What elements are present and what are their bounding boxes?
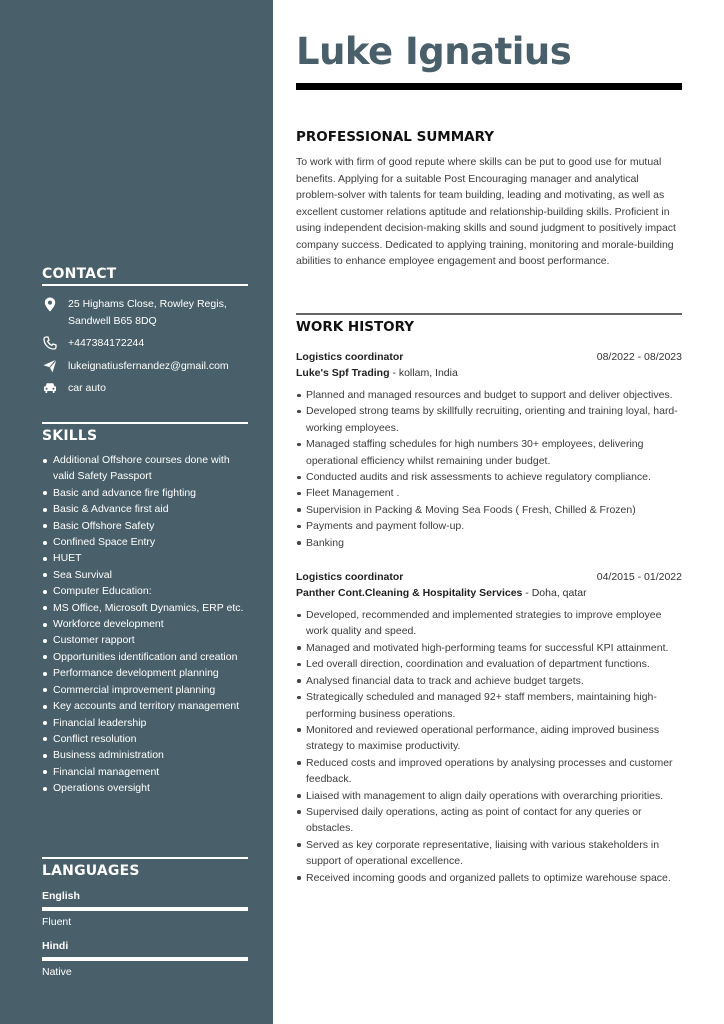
skill-item: Basic & Advance first aid <box>42 501 248 517</box>
contact-vehicle <box>42 380 248 397</box>
language-level: Native <box>42 966 72 978</box>
contact-list <box>42 296 248 397</box>
job-dates: 04/2015 - 01/2022 <box>596 571 682 584</box>
skill-item: Financial management <box>42 764 248 780</box>
languages-section <box>42 857 248 979</box>
job-bullet: Supervised daily operations, acting as point of contact for any queries or obstacles. <box>296 804 682 837</box>
skill-item: Conflict resolution <box>42 731 248 747</box>
language-name: Hindi <box>42 940 69 952</box>
job-location: - kollam, India <box>389 367 458 379</box>
skill-item: Sea Survival <box>42 567 248 583</box>
vehicle-text: car auto <box>68 382 106 394</box>
skills-section <box>42 422 248 797</box>
contact-phone <box>42 335 248 352</box>
skills-heading: SKILLS <box>42 422 248 444</box>
job-bullet: Developed, recommended and implemented strategies to improve employee work quality and speed. <box>296 607 682 640</box>
skill-item: Commercial improvement planning <box>42 682 248 698</box>
name-divider <box>296 83 682 90</box>
job-company: Panther Cont.Cleaning & Hospitality Services <box>296 587 523 600</box>
skill-item: Customer rapport <box>42 632 248 648</box>
contact-section <box>42 266 248 403</box>
send-icon <box>42 358 58 374</box>
language-hindi <box>42 939 248 979</box>
skill-item: Workforce development <box>42 616 248 632</box>
sidebar <box>0 0 273 1024</box>
location-pin-icon <box>42 296 58 312</box>
job-bullet: Conducted audits and risk assessments to achieve regulatory compliance. <box>296 469 682 485</box>
job-bullet: Received incoming goods and organized pallets to optimize warehouse space. <box>296 870 682 886</box>
skill-item: Basic Offshore Safety <box>42 518 248 534</box>
job-entry <box>296 349 682 551</box>
job-bullets <box>296 607 682 886</box>
work-heading: WORK HISTORY <box>296 319 415 335</box>
summary-section <box>296 129 682 270</box>
contact-address <box>42 296 248 329</box>
skill-item: Business administration <box>42 747 248 763</box>
phone-icon <box>42 335 58 351</box>
skill-item: Operations oversight <box>42 780 248 796</box>
skills-list <box>42 452 248 797</box>
language-level-bar <box>42 907 248 911</box>
job-bullet: Analysed financial data to track and achieve budget targets. <box>296 673 682 689</box>
job-title: Logistics coordinator <box>296 571 404 584</box>
job-bullet: Banking <box>296 535 682 551</box>
work-history-section <box>296 313 682 886</box>
job-bullet: Managed and motivated high-performing teams for successful KPI attainment. <box>296 640 682 656</box>
language-level-bar <box>42 957 248 961</box>
summary-heading: PROFESSIONAL SUMMARY <box>296 129 495 145</box>
job-bullet: Reduced costs and improved operations by analysing processes and customer feedback. <box>296 755 682 788</box>
email-text[interactable]: lukeignatiusfernandez@gmail.com <box>68 359 229 372</box>
skill-item: Key accounts and territory management <box>42 698 248 714</box>
job-bullet: Served as key corporate representative, liaising with various stakeholders in support of operational excellence. <box>296 837 682 870</box>
car-icon <box>42 380 58 396</box>
language-level: Fluent <box>42 916 72 928</box>
job-bullet: Payments and payment follow-up. <box>296 518 682 534</box>
contact-email <box>42 358 248 375</box>
language-name: English <box>42 890 80 902</box>
job-bullet: Fleet Management . <box>296 485 682 501</box>
skill-item: Opportunities identification and creation <box>42 649 248 665</box>
address-line-2: Sandwell B65 8DQ <box>68 314 157 327</box>
job-bullet: Monitored and reviewed operational performance, aiding improved business strategy to maximise productivity. <box>296 722 682 755</box>
job-bullet: Strategically scheduled and managed 92+ staff members, maintaining high-performing business operations. <box>296 689 682 722</box>
skill-item: Confined Space Entry <box>42 534 248 550</box>
skill-item: Basic and advance fire fighting <box>42 485 248 501</box>
main-content <box>273 0 724 1024</box>
job-location: - Doha, qatar <box>522 587 587 600</box>
skill-item: Performance development planning <box>42 665 248 681</box>
candidate-name: Luke Ignatius <box>296 30 572 73</box>
address-line-1: 25 Highams Close, Rowley Regis, <box>68 298 227 310</box>
job-bullet: Managed staffing schedules for high numbers 30+ employees, delivering operational efficiency whilst remaining under budget. <box>296 436 682 469</box>
job-company: Luke's Spf Trading <box>296 367 390 379</box>
job-bullet: Planned and managed resources and budget to support and deliver objectives. <box>296 387 682 403</box>
skill-item: MS Office, Microsoft Dynamics, ERP etc. <box>42 600 248 616</box>
job-bullet: Supervision in Packing & Moving Sea Foods ( Fresh, Chilled & Frozen) <box>296 502 682 518</box>
summary-text: To work with firm of good repute where skills can be put to good use for mutual benefits. Applying for a suitable Post Encouraging manager and analytical problem-solver with talents for team building, leading and motivating, as well as excellent customer relations aptitude and relationship-building skills. Proficient in using independent decision-making skills and sound judgment to positively impact company success. Dedicated to applying training, monitoring and morale-building abilities to enhance employee engagement and boost performance. <box>296 156 676 267</box>
languages-heading: LANGUAGES <box>42 857 248 879</box>
language-english <box>42 889 248 929</box>
skill-item: Financial leadership <box>42 715 248 731</box>
skill-item: Additional Offshore courses done with valid Safety Passport <box>42 452 248 485</box>
job-bullet: Developed strong teams by skillfully recruiting, orienting and training loyal, hard-working employees. <box>296 403 682 436</box>
skill-item: Computer Education: <box>42 583 248 599</box>
job-bullets <box>296 387 682 551</box>
phone-text[interactable]: +447384172244 <box>68 337 145 349</box>
skill-item: HUET <box>42 550 248 566</box>
job-entry <box>296 569 682 886</box>
job-dates: 08/2022 - 08/2023 <box>596 351 682 363</box>
work-divider <box>296 313 682 315</box>
job-bullet: Liaised with management to align daily operations with overarching priorities. <box>296 788 682 804</box>
job-bullet: Led overall direction, coordination and evaluation of department functions. <box>296 656 682 672</box>
contact-heading: CONTACT <box>42 266 248 286</box>
job-title: Logistics coordinator <box>296 351 404 363</box>
